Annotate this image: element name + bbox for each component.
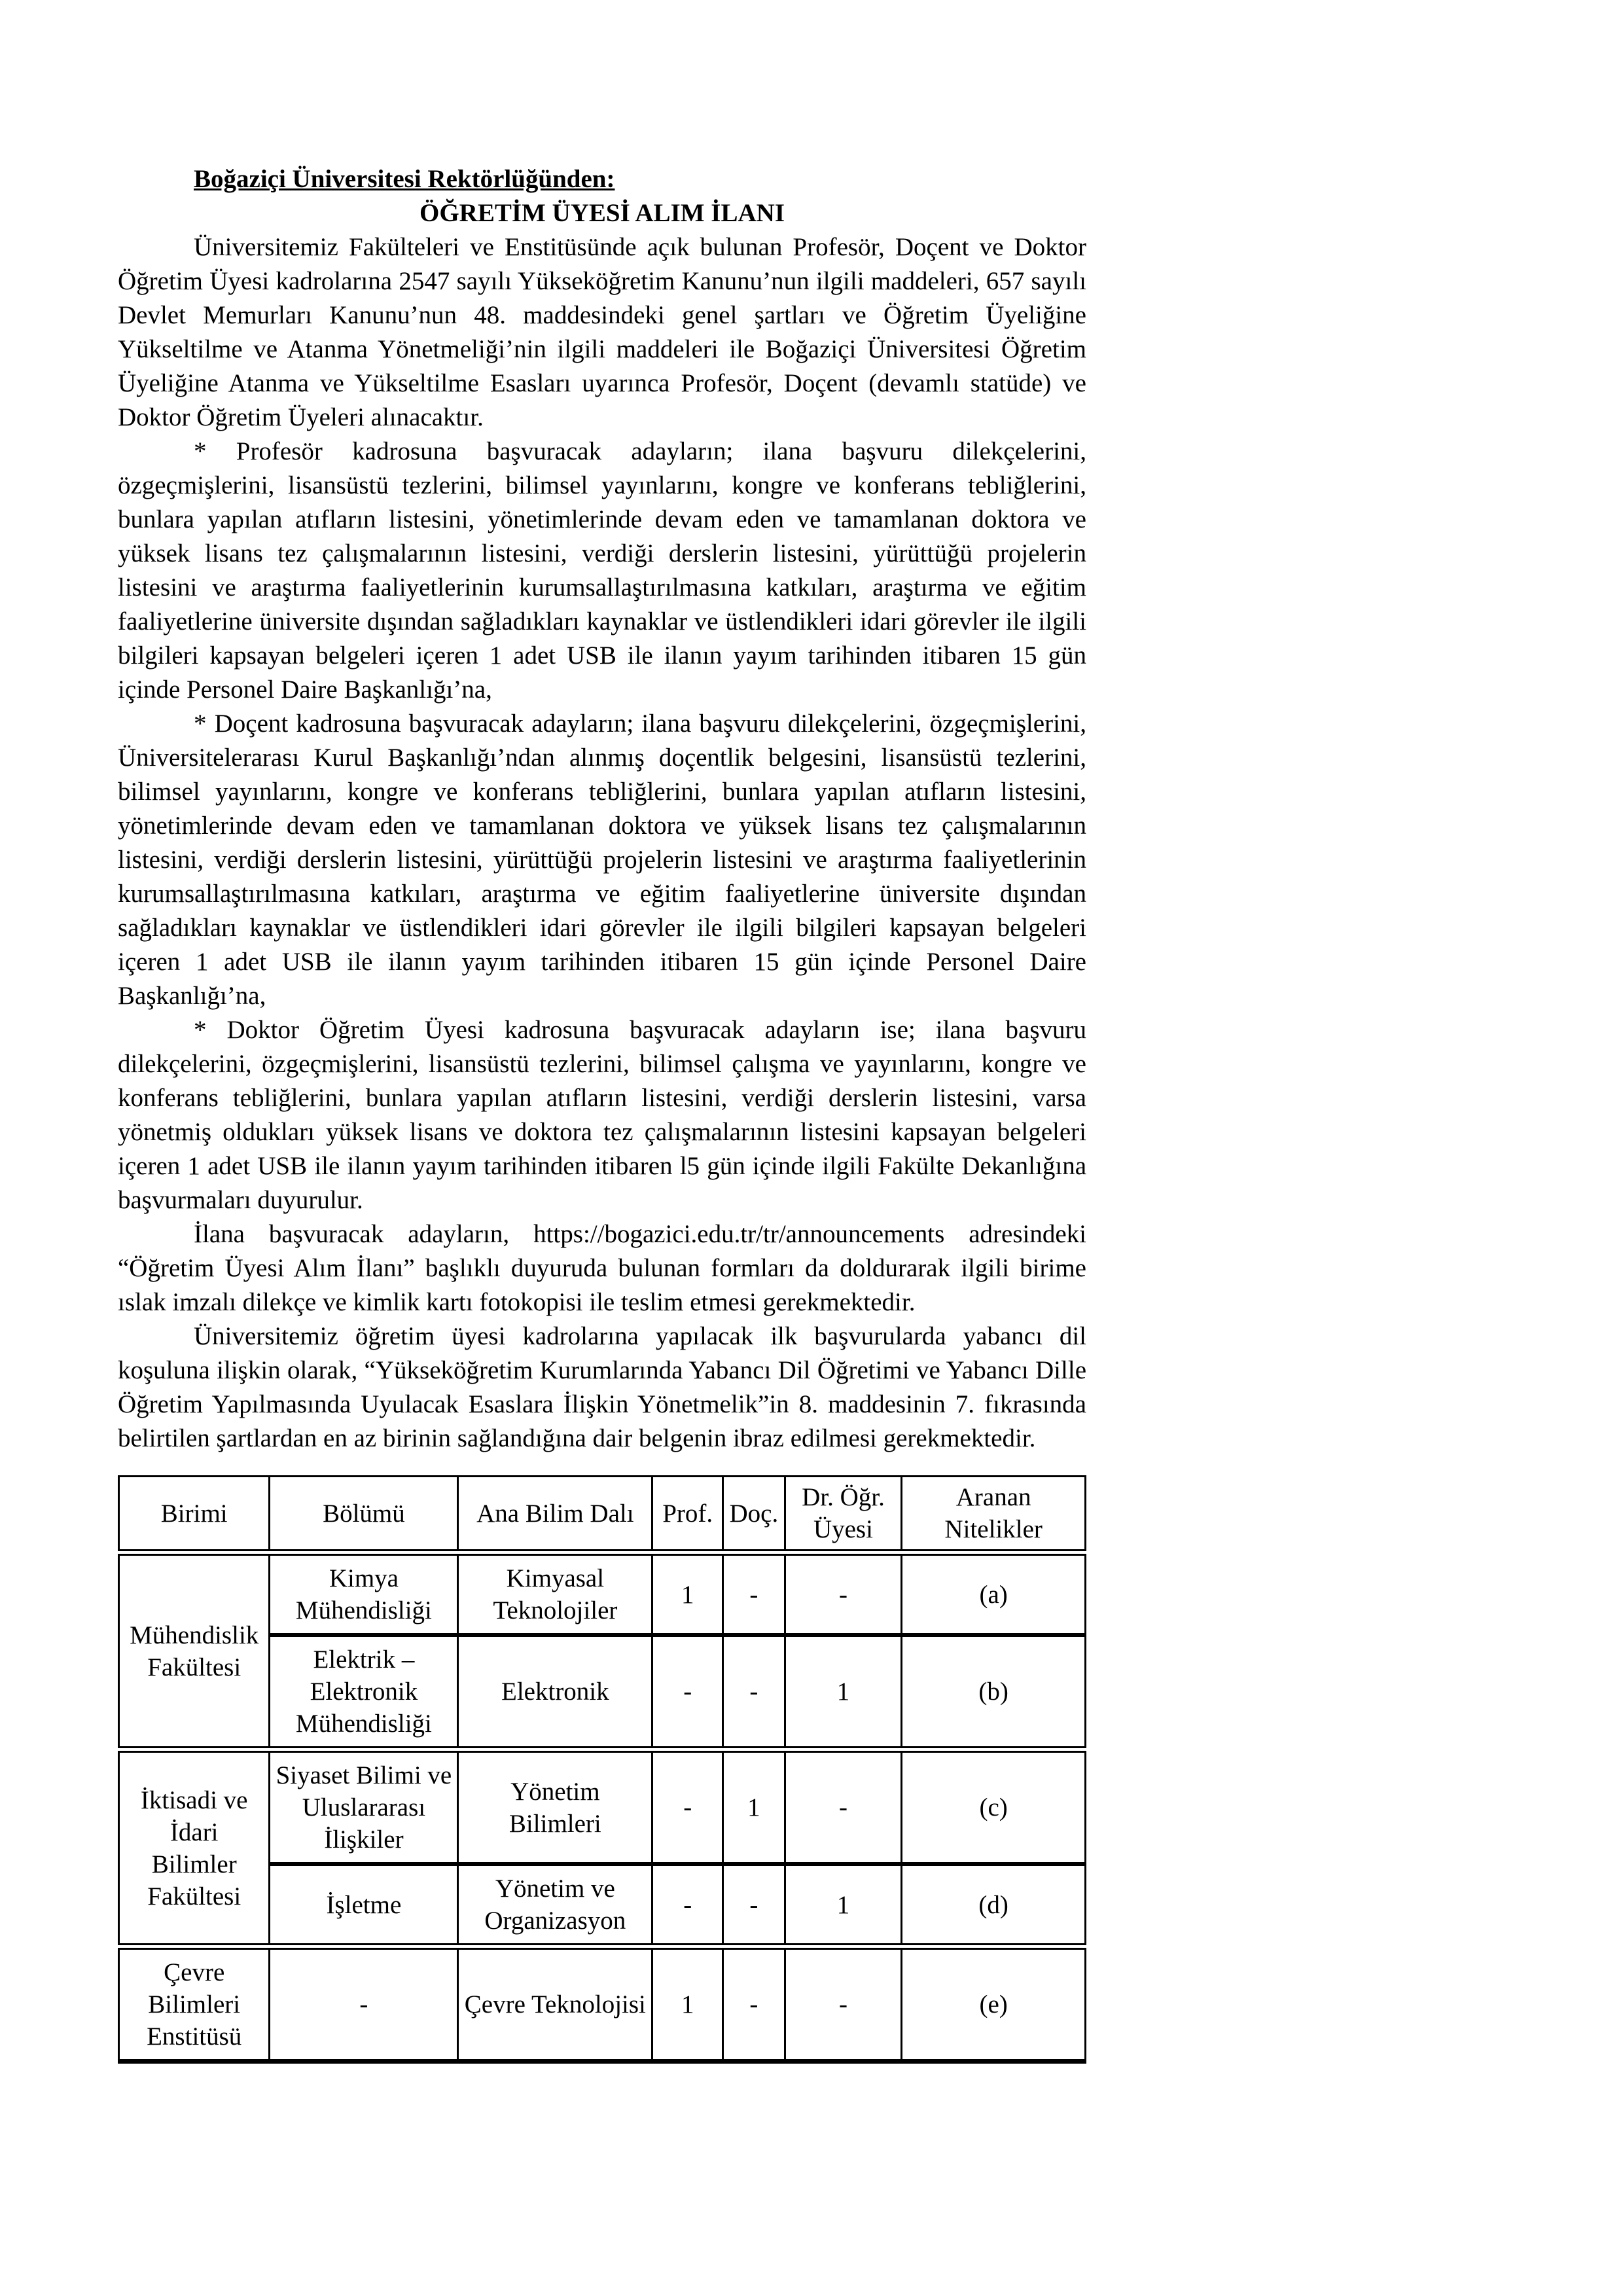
paragraph-docent: * Doçent kadrosuna başvuracak adayların; ilana başvuru dilekçelerini, özgeçmişlerini, Üniversitelerarası Kurul Başkanlığı’ndan alınmış doçentlik belgesini, lisansüstü tezlerini, bilimsel yayınlarını, kongre ve konferans tebliğlerini, bunlara yapılan atıfların listesini, yönetimlerinde devam eden ve tamamlanan doktora ve yüksek lisans tez çalışmalarının listesini, verdiği derslerin listesini, yürüttüğü projelerin listesini ve araştırma faaliyetlerinin kurumsallaştırılmasına katkıları, araştırma ve eğitim faaliyetlerine üniversite dışından sağladıkları kaynaklar ve üstlendikleri idari görevler ile ilgili bilgileri kapsayan belgeleri içeren 1 adet USB ile ilanın yayım tarihinden itibaren 15 gün içinde Personel Daire Başkanlığı’na, xyxy=(118,709,1086,1010)
cell-doc: - xyxy=(723,1946,785,2062)
paragraph-profesor: * Profesör kadrosuna başvuracak adayların; ilana başvuru dilekçelerini, özgeçmişlerini, lisansüstü tezlerini, bilimsel yayınlarını, kongre ve konferans tebliğlerini, bunlara yapılan atıfların listesini, yönetimlerinde devam eden ve tamamlanan doktora ve yüksek lisans tez çalışmalarının listesini, verdiği derslerin listesini, yürüttüğü projelerin listesini ve araştırma faaliyetlerinin kurumsallaştırılmasına katkıları, araştırma ve eğitim faaliyetlerine üniversite dışından sağladıkları kaynaklar ve üstlendikleri idari görevler ile ilgili bilgileri kapsayan belgeleri içeren 1 adet USB ile ilanın yayım tarihinden itibaren 15 gün içinde Personel Daire Başkanlığı’na, xyxy=(118,437,1086,704)
cell-doc: - xyxy=(723,1864,785,1946)
cell-doc: 1 xyxy=(723,1749,785,1864)
cell-dr-ogr-uyesi: 1 xyxy=(785,1635,902,1749)
table-header-row xyxy=(119,1477,1086,1553)
cell-aranan-nitelikler: (b) xyxy=(902,1635,1086,1749)
cell-prof: - xyxy=(652,1864,723,1946)
cell-prof: - xyxy=(652,1635,723,1749)
paragraph-intro: Üniversitemiz Fakülteleri ve Enstitüsünde açık bulunan Profesör, Doçent ve Doktor Öğretim Üyesi kadrolarına 2547 sayılı Yükseköğretim Kanunu’nun ilgili maddeleri, 657 sayılı Devlet Memurları Kanunu’nun 48. maddesindeki genel şartları ve Öğretim Üyeliğine Yükseltilme ve Atanma Yönetmeliği’nin ilgili maddeleri ile Boğaziçi Üniversitesi Öğretim Üyeliğine Atanma ve Yükseltilme Esasları uyarınca Profesör, Doçent (devamlı statüde) ve Doktor Öğretim Üyeleri alınacaktır. xyxy=(118,233,1086,431)
cell-bolumu: İşletme xyxy=(270,1864,458,1946)
cell-bolumu: Siyaset Bilimi ve Uluslararası İlişkiler xyxy=(270,1749,458,1864)
cell-aranan-nitelikler: (c) xyxy=(902,1749,1086,1864)
header-ana-bilim-dali: Ana Bilim Dalı xyxy=(458,1477,652,1553)
header-birimi: Birimi xyxy=(119,1477,270,1553)
cell-prof: - xyxy=(652,1749,723,1864)
cell-birimi: İktisadi ve İdari Bilimler Fakültesi xyxy=(119,1749,270,1946)
page-title: ÖĞRETİM ÜYESİ ALIM İLANI xyxy=(419,199,785,227)
cell-dr-ogr-uyesi: - xyxy=(785,1749,902,1864)
document-content xyxy=(118,162,1086,2064)
issuer-heading xyxy=(118,162,1086,196)
cell-doc: - xyxy=(723,1552,785,1635)
header-dr-ogr-uyesi: Dr. Öğr. Üyesi xyxy=(785,1477,902,1553)
cell-ana-bilim-dali: Elektronik xyxy=(458,1635,652,1749)
header-prof: Prof. xyxy=(652,1477,723,1553)
cell-ana-bilim-dali: Çevre Teknolojisi xyxy=(458,1946,652,2062)
cell-bolumu: Kimya Mühendisliği xyxy=(270,1552,458,1635)
cell-dr-ogr-uyesi: - xyxy=(785,1552,902,1635)
cell-ana-bilim-dali: Kimyasal Teknolojiler xyxy=(458,1552,652,1635)
header-bolumu: Bölümü xyxy=(270,1477,458,1553)
table-row xyxy=(119,1946,1086,2062)
cell-doc: - xyxy=(723,1635,785,1749)
cell-birimi: Mühendislik Fakültesi xyxy=(119,1552,270,1749)
cell-ana-bilim-dali: Yönetim ve Organizasyon xyxy=(458,1864,652,1946)
cell-prof: 1 xyxy=(652,1946,723,2062)
table-row xyxy=(119,1552,1086,1635)
paragraph-doktor-ogretim-uyesi: * Doktor Öğretim Üyesi kadrosuna başvuracak adayların ise; ilana başvuru dilekçelerini, özgeçmişlerini, lisansüstü tezlerini, bilimsel çalışma ve yayınlarını, kongre ve konferans tebliğlerini, bunlara yapılan atıfların listesini, verdiği derslerin listesini, varsa yönetmiş oldukları yüksek lisans ve doktora tez çalışmalarının listesini kapsayan belgeleri içeren 1 adet USB ile ilanın yayım tarihinden itibaren l5 gün içinde ilgili Fakülte Dekanlığına başvurmaları duyurulur. xyxy=(118,1016,1086,1214)
cell-aranan-nitelikler: (a) xyxy=(902,1552,1086,1635)
issuer-heading-text: Boğaziçi Üniversitesi Rektörlüğünden: xyxy=(194,165,615,193)
cell-bolumu: Elektrik – Elektronik Mühendisliği xyxy=(270,1635,458,1749)
cell-aranan-nitelikler: (e) xyxy=(902,1946,1086,2062)
cell-dr-ogr-uyesi: - xyxy=(785,1946,902,2062)
paragraph-basvuru-formlari: İlana başvuracak adayların, https://bogazici.edu.tr/tr/announcements adresindeki “Öğretim Üyesi Alım İlanı” başlıklı duyuruda bulunan formları da doldurarak ilgili birime ıslak imzalı dilekçe ve kimlik kartı fotokopisi ile teslim etmesi gerekmektedir. xyxy=(118,1220,1086,1316)
cell-birimi: Çevre Bilimleri Enstitüsü xyxy=(119,1946,270,2062)
cell-ana-bilim-dali: Yönetim Bilimleri xyxy=(458,1749,652,1864)
cell-bolumu: - xyxy=(270,1946,458,2062)
positions-table xyxy=(118,1475,1086,2064)
header-doc: Doç. xyxy=(723,1477,785,1553)
header-aranan-nitelikler: Aranan Nitelikler xyxy=(902,1477,1086,1553)
cell-prof: 1 xyxy=(652,1552,723,1635)
cell-dr-ogr-uyesi: 1 xyxy=(785,1864,902,1946)
table-row xyxy=(119,1749,1086,1864)
paragraph-yabanci-dil: Üniversitemiz öğretim üyesi kadrolarına yapılacak ilk başvurularda yabancı dil koşuluna ilişkin olarak, “Yükseköğretim Kurumlarında Yabancı Dil Öğretimi ve Yabancı Dille Öğretim Yapılmasında Uyulacak Esaslara İlişkin Yönetmelik”in 8. maddesinin 7. fıkrasında belirtilen şartlardan en az birinin sağlandığına dair belgenin ibraz edilmesi gerekmektedir. xyxy=(118,1322,1086,1452)
cell-aranan-nitelikler: (d) xyxy=(902,1864,1086,1946)
